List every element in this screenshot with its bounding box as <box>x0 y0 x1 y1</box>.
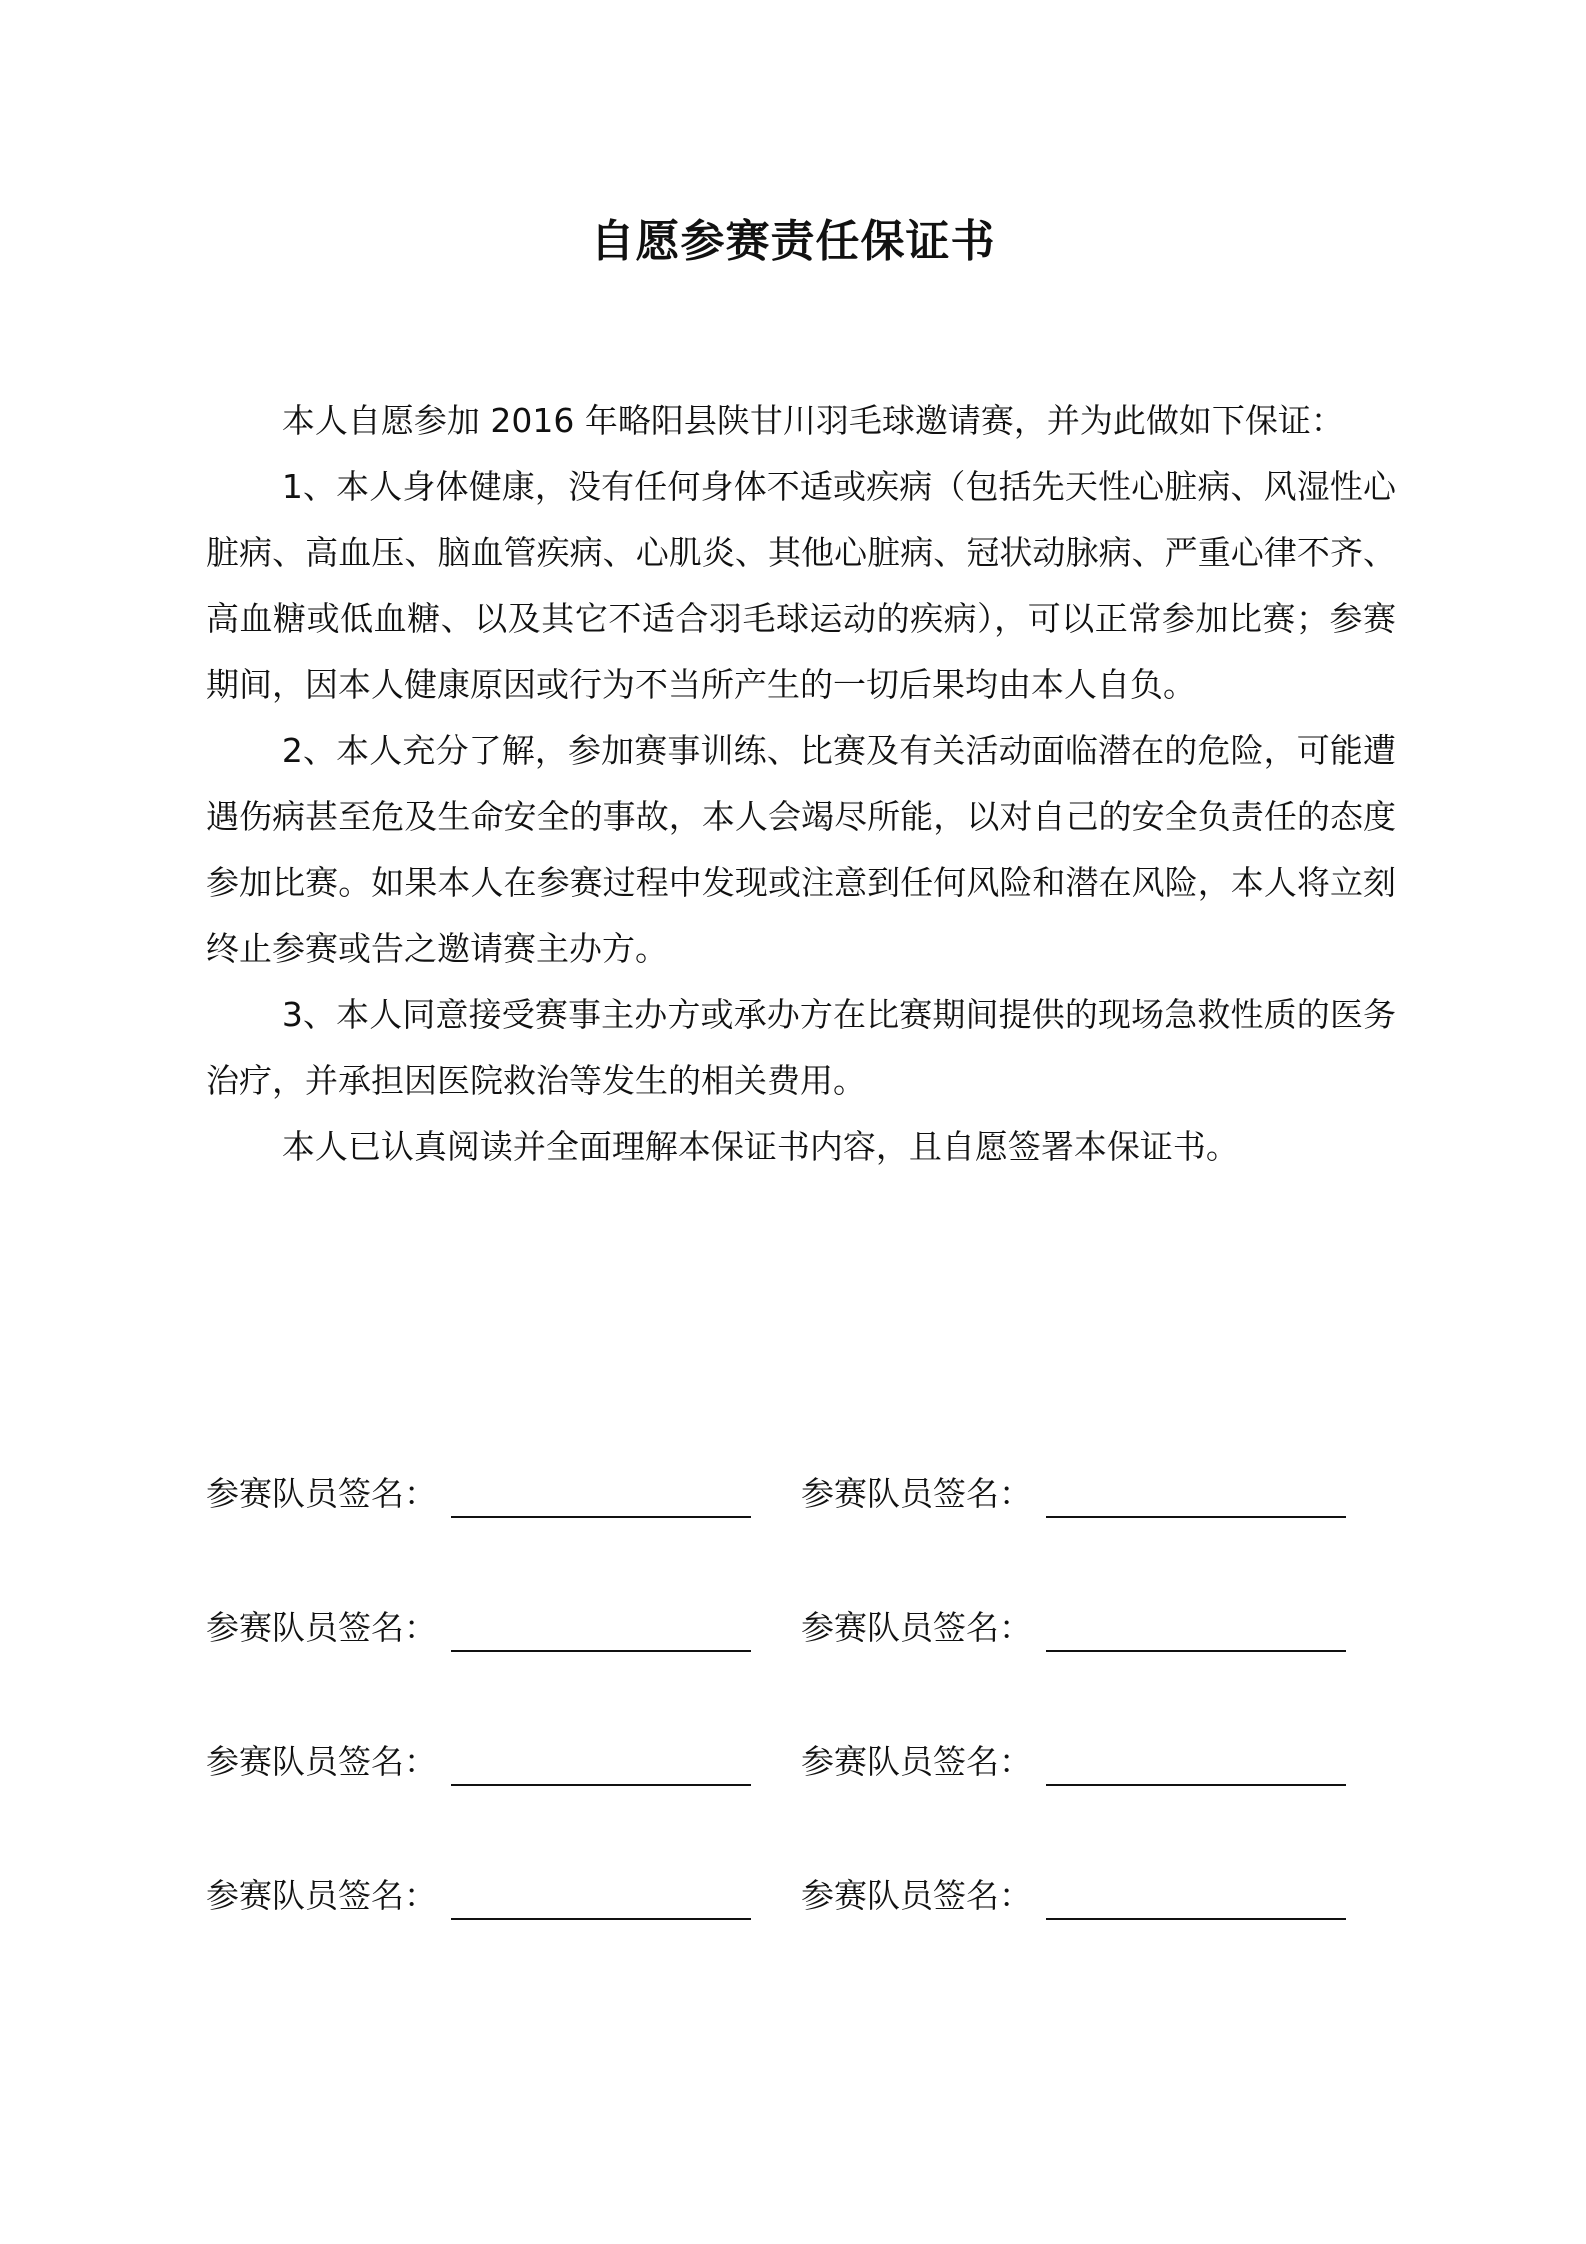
signature-line[interactable] <box>1046 1872 1346 1920</box>
signature-field <box>206 1470 801 1518</box>
signature-line[interactable] <box>451 1470 751 1518</box>
signature-field <box>801 1738 1396 1786</box>
signature-field <box>206 1872 801 1920</box>
signature-line[interactable] <box>451 1738 751 1786</box>
signature-line[interactable] <box>1046 1604 1346 1652</box>
signature-row <box>206 1872 1396 2006</box>
signature-label: 参赛队员签名： <box>801 1474 1032 1513</box>
signature-field <box>206 1738 801 1786</box>
signature-field <box>206 1604 801 1652</box>
signature-field <box>801 1604 1396 1652</box>
clause-2-paragraph: 2、本人充分了解，参加赛事训练、比赛及有关活动面临潜在的危险，可能遭遇伤病甚至危及生命安全的事故，本人会竭尽所能，以对自己的安全负责任的态度参加比赛。如果本人在参赛过程中发现或注意到任何风险和潜在风险，本人将立刻终止参赛或告之邀请赛主办方。 <box>206 731 1396 968</box>
signature-row <box>206 1738 1396 1872</box>
signature-line[interactable] <box>1046 1738 1346 1786</box>
signature-label: 参赛队员签名： <box>206 1474 437 1513</box>
signature-label: 参赛队员签名： <box>801 1608 1032 1647</box>
signature-field <box>801 1872 1396 1920</box>
signature-line[interactable] <box>1046 1470 1346 1518</box>
signature-row <box>206 1470 1396 1604</box>
signature-field <box>801 1470 1396 1518</box>
signature-label: 参赛队员签名： <box>206 1876 437 1915</box>
signature-label: 参赛队员签名： <box>206 1608 437 1647</box>
closing-paragraph: 本人已认真阅读并全面理解本保证书内容，且自愿签署本保证书。 <box>281 1127 1239 1166</box>
intro-paragraph: 本人自愿参加 2016 年略阳县陕甘川羽毛球邀请赛，并为此做如下保证： <box>281 401 1344 440</box>
signature-line[interactable] <box>451 1872 751 1920</box>
document-body <box>206 388 1396 1180</box>
signature-label: 参赛队员签名： <box>801 1876 1032 1915</box>
clause-1-paragraph: 1、本人身体健康，没有任何身体不适或疾病（包括先天性心脏病、风湿性心脏病、高血压、脑血管疾病、心肌炎、其他心脏病、冠状动脉病、严重心律不齐、高血糖或低血糖、以及其它不适合羽毛球运动的疾病），可以正常参加比赛；参赛期间，因本人健康原因或行为不当所产生的一切后果均由本人自负。 <box>206 467 1396 704</box>
signature-row <box>206 1604 1396 1738</box>
signature-label: 参赛队员签名： <box>206 1742 437 1781</box>
signature-area <box>206 1470 1396 2006</box>
signature-label: 参赛队员签名： <box>801 1742 1032 1781</box>
clause-3-paragraph: 3、本人同意接受赛事主办方或承办方在比赛期间提供的现场急救性质的医务治疗，并承担因医院救治等发生的相关费用。 <box>206 995 1396 1100</box>
document-title: 自愿参赛责任保证书 <box>590 216 996 267</box>
signature-line[interactable] <box>451 1604 751 1652</box>
